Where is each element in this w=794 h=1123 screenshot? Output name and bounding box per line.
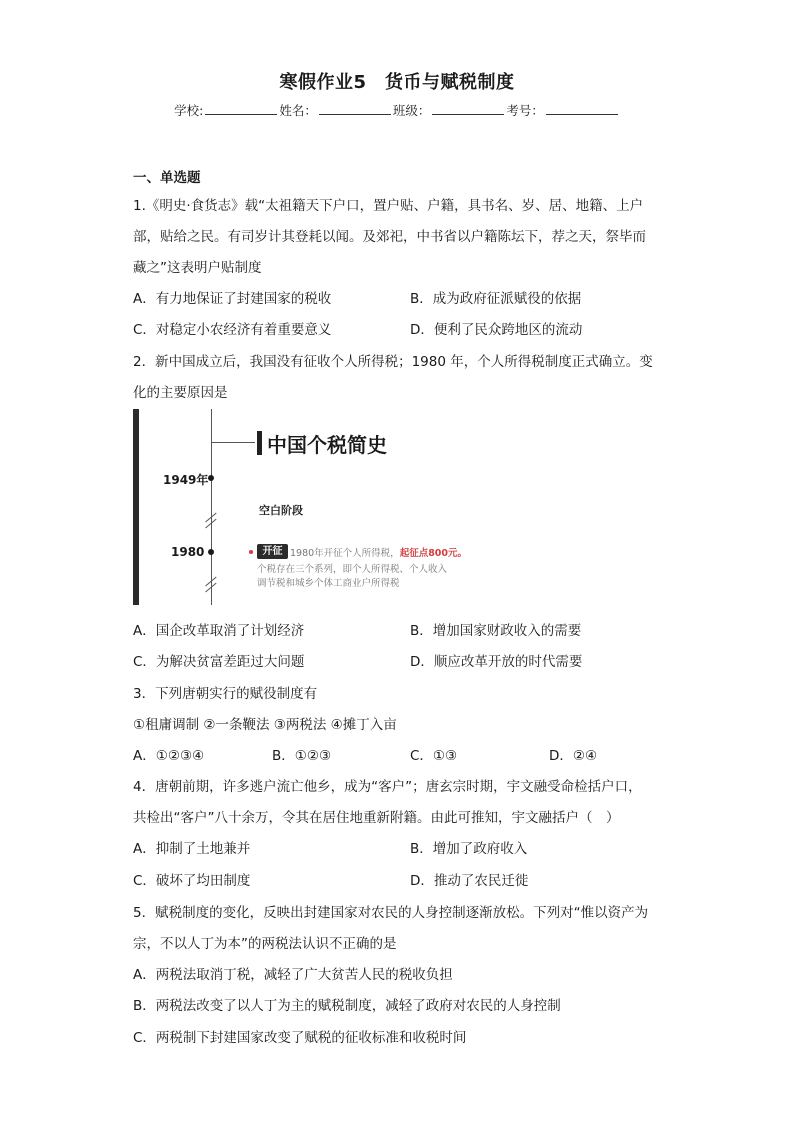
levy-desc-line1	[290, 545, 467, 559]
q4-option-d: D．推动了农民迁徙	[410, 873, 529, 889]
levy-desc-text: 1980年开征个人所得税，	[290, 548, 400, 559]
q5-stem-line1: 5．赋税制度的变化，反映出封建国家对农民的人身控制逐渐放松。下列对“惟以资产为	[133, 905, 649, 921]
figure-left-bar	[133, 409, 139, 605]
figure-title: 中国个税简史	[267, 433, 387, 457]
q2-option-d: D．顺应改革开放的时代需要	[410, 654, 583, 670]
name-label: 姓名：	[279, 103, 317, 118]
q1-option-b: B．成为政府征派赋役的依据	[410, 291, 582, 307]
q2-option-a: A．国企改革取消了计划经济	[133, 623, 305, 639]
q3-option-a: A．①②③④	[133, 748, 205, 764]
q4-option-a: A．抑制了土地兼并	[133, 841, 251, 857]
timeline-line	[211, 409, 212, 605]
q2-option-c: C．为解决贫富差距过大问题	[133, 654, 305, 670]
q3-stem-line2: ①租庸调制 ②一条鞭法 ③两税法 ④摊丁入亩	[133, 717, 397, 733]
q3-option-c: C．①③	[410, 748, 458, 764]
q3-option-b: B．①②③	[272, 748, 332, 764]
page-title: 寒假作业5 货币与赋税制度	[279, 72, 515, 93]
class-label: 班级：	[392, 103, 431, 118]
q4-stem-line2: 共检出“客户”八十余万，令其在居住地重新附籍。由此可推知，宇文融括户（ ）	[133, 810, 620, 826]
q5-option-c: C．两税制下封建国家改变了赋税的征收标准和收税时间	[133, 1030, 467, 1046]
q1-option-c: C．对稳定小农经济有着重要意义	[133, 322, 332, 338]
title-connector	[211, 442, 255, 443]
q4-option-c: C．破坏了均田制度	[133, 873, 251, 889]
timeline-dot-1980	[208, 549, 214, 555]
tax-history-figure	[133, 409, 485, 605]
q4-option-b: B．增加了政府收入	[410, 841, 528, 857]
q3-stem-line1: 3．下列唐朝实行的赋役制度有	[133, 686, 318, 702]
q1-stem-line1: 1.《明史·食货志》载“太祖籍天下户口，置户贴、户籍，具书名、岁、居、地籍、上户	[133, 198, 644, 214]
school-blank	[205, 102, 277, 115]
exam-no-blank	[546, 102, 618, 115]
title-marker	[257, 431, 262, 455]
q1-stem-line2: 部，贴给之民。有司岁计其登耗以闻。及郊祀，中书省以户籍陈坛下，荐之天，祭毕而	[133, 229, 646, 245]
year-1949: 1949年	[163, 473, 209, 487]
blank-stage-label: 空白阶段	[259, 504, 303, 517]
levy-desc-line2: 个税存在三个系列，即个人所得税、个人收入	[257, 564, 448, 575]
exam-no-label: 考号：	[506, 103, 544, 118]
q2-option-b: B．增加国家财政收入的需要	[410, 623, 582, 639]
q5-option-a: A．两税法取消丁税，减轻了广大贫苦人民的税收负担	[133, 967, 453, 983]
class-blank	[432, 102, 504, 115]
student-info-row	[0, 101, 794, 119]
year-1980: 1980	[171, 545, 205, 559]
q5-stem-line2: 宗，不以人丁为本”的两税法认识不正确的是	[133, 936, 397, 952]
q4-stem-line1: 4．唐朝前期，许多逃户流亡他乡，成为“客户”；唐玄宗时期，宇文融受命检括户口，	[133, 779, 642, 795]
name-blank	[319, 102, 391, 115]
q5-option-b: B．两税法改变了以人丁为主的赋税制度，减轻了政府对农民的人身控制	[133, 998, 561, 1014]
timeline-dot-1949	[208, 475, 214, 481]
q1-stem-line3: 藏之”这表明户贴制度	[133, 260, 262, 276]
school-label: 学校:	[174, 103, 204, 118]
q2-stem-line2: 化的主要原因是	[133, 385, 228, 401]
section-heading: 一、单选题	[133, 170, 201, 186]
q3-option-d: D．②④	[549, 748, 598, 764]
levy-desc-line3: 调节税和城乡个体工商业户所得税	[257, 578, 400, 589]
levy-tag: 开征	[257, 544, 288, 559]
threshold-highlight: 起征点800元。	[399, 548, 468, 559]
highlight-dot	[249, 550, 253, 554]
q2-stem-line1: 2．新中国成立后，我国没有征收个人所得税；1980 年，个人所得税制度正式确立。变	[133, 354, 653, 370]
q1-option-d: D．便利了民众跨地区的流动	[410, 322, 583, 338]
q1-option-a: A．有力地保证了封建国家的税收	[133, 291, 332, 307]
